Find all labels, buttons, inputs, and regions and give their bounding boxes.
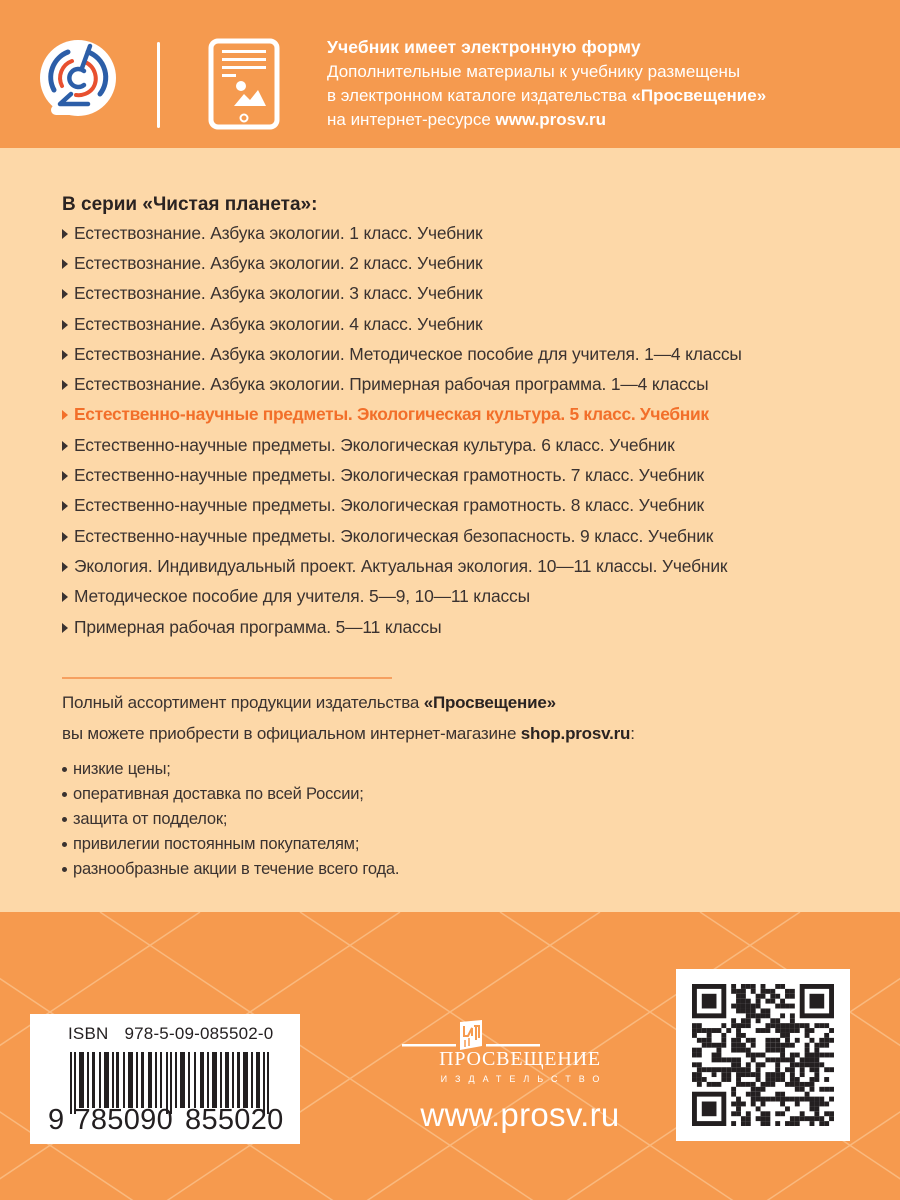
- series-item: [62, 218, 742, 248]
- triangle-bullet-icon: [62, 592, 68, 602]
- triangle-bullet-icon: [62, 532, 68, 542]
- benefit-label: привилегии постоянным покупателям;: [73, 835, 360, 853]
- shop-benefits-list: [62, 757, 399, 882]
- bullet-dot-icon: [62, 817, 67, 822]
- benefit-item: [62, 807, 399, 832]
- eform-title: Учебник имеет электронную форму: [327, 37, 641, 57]
- publisher-logo-icon: [402, 1020, 542, 1050]
- series-item: [62, 339, 742, 369]
- isbn-label: [68, 1024, 273, 1044]
- series-item-label: Естествознание. Азбука экологии. Методическое пособие для учителя. 1—4 классы: [74, 343, 742, 364]
- triangle-bullet-icon: [62, 380, 68, 390]
- benefit-label: защита от подделок;: [73, 810, 228, 828]
- benefit-item: [62, 832, 399, 857]
- eform-line-text: на интернет-ресурсе: [327, 110, 496, 129]
- triangle-bullet-icon: [62, 623, 68, 633]
- isbn-number: 978-5-09-085502-0: [124, 1024, 274, 1043]
- series-item-label: Естествознание. Азбука экологии. 3 класс. Учебник: [74, 283, 483, 304]
- triangle-bullet-icon: [62, 350, 68, 360]
- series-item-label: Естественно-научные предметы. Экологическая культура. 5 класс. Учебник: [74, 404, 709, 425]
- series-item: [62, 582, 742, 612]
- eform-line-3: [327, 110, 606, 130]
- triangle-bullet-icon: [62, 289, 68, 299]
- shop-url-link[interactable]: shop.prosv.ru: [520, 724, 631, 743]
- publisher-subtitle: ИЗДАТЕЛЬСТВО: [440, 1074, 608, 1084]
- series-item-label: Примерная рабочая программа. 5—11 классы: [74, 616, 442, 637]
- series-item: [62, 612, 742, 642]
- qr-code[interactable]: [676, 969, 850, 1141]
- eform-logo-icon: [38, 38, 118, 122]
- series-item-label: Естествознание. Азбука экологии. 2 класс. Учебник: [74, 252, 483, 273]
- publisher-name: ПРОСВЕЩЕНИЕ: [439, 1048, 601, 1070]
- series-item: [62, 491, 742, 521]
- ean-digits: [48, 1104, 284, 1137]
- series-item-label: Естествознание. Азбука экологии. 1 класс. Учебник: [74, 222, 483, 243]
- benefit-label: оперативная доставка по всей России;: [73, 785, 364, 803]
- shop-text: Полный ассортимент продукции издательства: [62, 693, 424, 712]
- eform-header: [0, 0, 900, 148]
- benefit-label: разнообразные акции в течение всего года.: [73, 860, 400, 878]
- series-item: [62, 279, 742, 309]
- bullet-dot-icon: [62, 867, 67, 872]
- triangle-bullet-icon: [62, 259, 68, 269]
- series-item: [62, 248, 742, 278]
- series-item-current: [62, 400, 742, 430]
- series-item: [62, 369, 742, 399]
- shop-text-tail: :: [630, 724, 635, 743]
- series-item-label: Естественно-научные предметы. Экологическая культура. 6 класс. Учебник: [74, 434, 675, 455]
- qr-code-icon: [692, 984, 834, 1126]
- series-item-label: Экология. Индивидуальный проект. Актуальная экология. 10—11 классы. Учебник: [74, 555, 728, 576]
- series-list: [62, 218, 742, 642]
- ean-group: 785090: [74, 1104, 174, 1136]
- eform-line-text: Дополнительные материалы к учебнику размещены: [327, 62, 741, 81]
- triangle-bullet-icon: [62, 471, 68, 481]
- publisher-url-link[interactable]: www.prosv.ru: [420, 1096, 620, 1133]
- series-item-label: Естествознание. Азбука экологии. 4 класс. Учебник: [74, 313, 483, 334]
- eform-line-1: [327, 62, 740, 82]
- shop-line-2: [62, 724, 635, 744]
- bullet-dot-icon: [62, 792, 67, 797]
- triangle-bullet-icon: [62, 229, 68, 239]
- bullet-dot-icon: [62, 767, 67, 772]
- header-divider: [157, 42, 160, 128]
- series-item-label: Естественно-научные предметы. Экологическая грамотность. 8 класс. Учебник: [74, 495, 704, 516]
- series-item: [62, 309, 742, 339]
- series-title: В серии «Чистая планета»:: [62, 194, 318, 215]
- benefit-item: [62, 757, 399, 782]
- shop-line-1: [62, 693, 556, 713]
- eform-line-2: [327, 86, 766, 106]
- prosv-url-link[interactable]: www.prosv.ru: [495, 110, 607, 129]
- ean-group: 855020: [185, 1104, 284, 1136]
- tablet-icon: [208, 38, 280, 130]
- triangle-bullet-icon: [62, 562, 68, 572]
- section-divider: [62, 677, 392, 679]
- publisher-name-bold: «Просвещение»: [423, 693, 556, 712]
- eform-line-text: в электронном каталоге издательства: [327, 86, 632, 105]
- publisher-name-bold: «Просвещение»: [631, 86, 767, 105]
- ean-group: 9: [48, 1104, 65, 1136]
- shop-text: вы можете приобрести в официальном интернет-магазине: [62, 724, 521, 743]
- triangle-bullet-icon: [62, 320, 68, 330]
- series-item: [62, 460, 742, 490]
- series-item-label: Методическое пособие для учителя. 5—9, 10—11 классы: [74, 586, 530, 607]
- series-item-label: Естественно-научные предметы. Экологическая грамотность. 7 класс. Учебник: [74, 465, 704, 486]
- series-item: [62, 551, 742, 581]
- isbn-prefix: ISBN: [68, 1024, 109, 1043]
- triangle-bullet-icon: [62, 441, 68, 451]
- series-item: [62, 521, 742, 551]
- series-item-label: Естествознание. Азбука экологии. Примерная рабочая программа. 1—4 классы: [74, 374, 709, 395]
- series-item-label: Естественно-научные предметы. Экологическая безопасность. 9 класс. Учебник: [74, 525, 714, 546]
- benefit-label: низкие цены;: [73, 760, 171, 778]
- series-item: [62, 430, 742, 460]
- triangle-bullet-icon: [62, 501, 68, 511]
- isbn-barcode: [30, 1014, 300, 1144]
- benefit-item: [62, 857, 399, 882]
- triangle-bullet-icon: [62, 410, 68, 420]
- benefit-item: [62, 782, 399, 807]
- bullet-dot-icon: [62, 842, 67, 847]
